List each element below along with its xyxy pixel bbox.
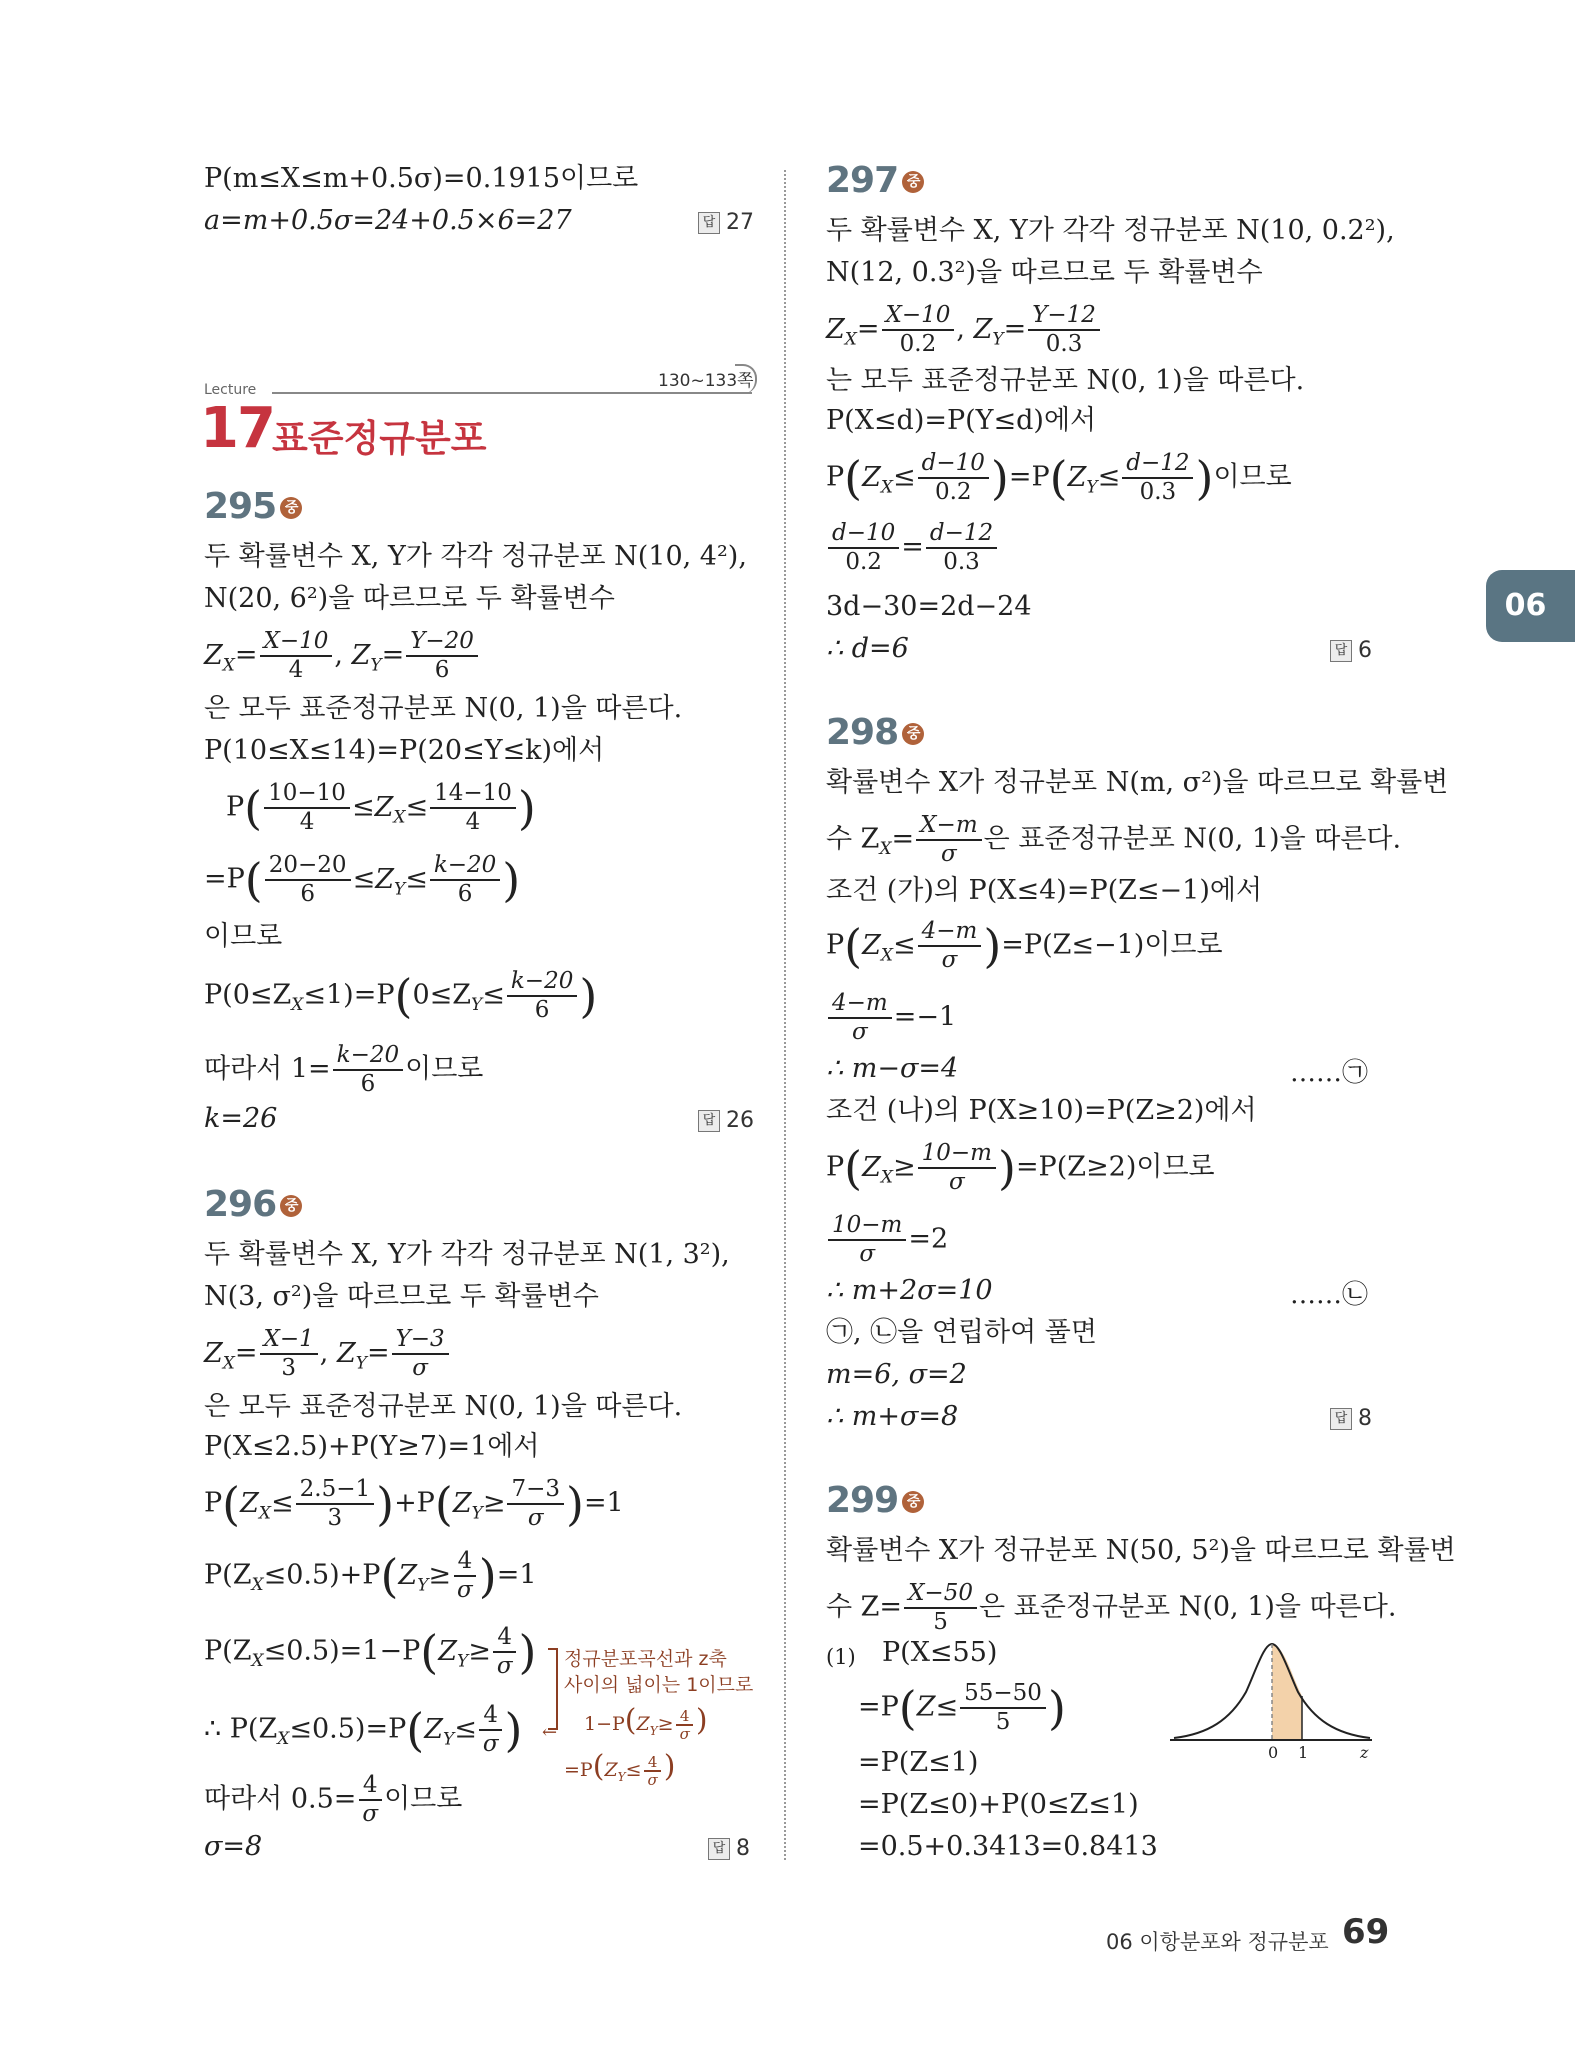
level-icon: 중 (902, 171, 924, 193)
note-arrow: ← (542, 1722, 558, 1743)
note-text-1: 정규분포곡선과 z축 (564, 1648, 727, 1670)
p298-eq-4: $\frac{10-m}{\sigma}$ =2 (826, 1212, 948, 1268)
p295-eq-2: =P( $\frac{20-20}{6}$ $\le Z_Y\le$ $\frac{k-20}{6}$ ) (204, 852, 521, 907)
p295-line-5: P(10≤X≤14)=P(20≤Y≤k)에서 (204, 735, 605, 766)
problem-298-number: 298 중 (826, 712, 924, 753)
p296-result: σ=8 (204, 1831, 263, 1862)
column-divider (784, 170, 786, 1860)
p298-line-11: ㉠, ㉡을 연립하여 풀면 (826, 1317, 1097, 1348)
lecture-number: 17 (200, 396, 274, 461)
footer-title: 06 이항분포와 정규분포 (1106, 1930, 1329, 1954)
note-text-2: 사이의 넓이는 1이므로 (564, 1674, 754, 1696)
p298-eq-1: $P(Z_X\le$ $\frac{4-m}{\sigma}$ )=P(Z≤−1)이므로 (826, 918, 1223, 973)
p295-line-8: 이므로 (204, 921, 283, 952)
p299-line-2: 수 Z= $\frac{X-50}{5}$ 은 표준정규분포 N(0, 1)을 따른다. (826, 1580, 1397, 1635)
p297-result: ∴ d=6 (826, 633, 909, 664)
top-line-2: a=m+0.5σ=24+0.5×6=27 (204, 205, 572, 236)
note-text-4: $=P(Z_Y\le$ $\frac{4}{\sigma}$ ) (564, 1749, 676, 1789)
p295-line-1: 두 확률변수 X, Y가 각각 정규분포 N(10, 4²), (204, 541, 747, 572)
normal-curve-graph (1168, 1630, 1378, 1764)
p298-eq-3: $P(Z_X\ge$ $\frac{10-m}{\sigma}$ )=P(Z≥2)이므로 (826, 1140, 1215, 1195)
axis-label-1: 1 (1298, 1743, 1309, 1762)
page-range: 130~133쪽 (658, 371, 754, 391)
p295-result: k=26 (204, 1103, 278, 1134)
p297-line-5: P(X≤d)=P(Y≤d)에서 (826, 405, 1097, 436)
p297-eq-1: $P(Z_X\le$ $\frac{d-10}{0.2}$ )$=P(Z_Y\le$ $\frac{d-12}{0.3}$ )이므로 (826, 450, 1292, 505)
p298-eq-2: $\frac{4-m}{\sigma}$ =−1 (826, 990, 956, 1046)
p296-line-2: N(3, σ²)을 따르므로 두 확률변수 (204, 1281, 599, 1312)
lecture-title: 표준정규분포 (272, 417, 487, 460)
answer-icon: 답 (1330, 640, 1352, 662)
problem-299-number: 299 중 (826, 1480, 924, 1521)
axis-label-0: 0 (1268, 1743, 1279, 1762)
p297-eq-2: $\frac{d-10}{0.2}$ = $\frac{d-12}{0.3}$ (826, 520, 999, 576)
p295-line-2: N(20, 6²)을 따르므로 두 확률변수 (204, 583, 615, 614)
p296-eq-2: $P(Z_X\le 0.5)+P(Z_Y\ge$ $\frac{4}{\sigma}$ )=1 (204, 1548, 537, 1603)
p298-line-12: m=6, σ=2 (826, 1359, 967, 1390)
axis-label-z: z (1360, 1743, 1369, 1762)
p298-line-1: 확률변수 X가 정규분포 N(m, σ²)을 따르므로 확률변 (826, 767, 1449, 798)
p298-mark-1: ……㉠ (1290, 1058, 1369, 1088)
top-line-1: P(m≤X≤m+0.5σ)=0.1915이므로 (204, 163, 639, 194)
p299-part-label: (1) (826, 1645, 856, 1669)
p297-line-2: N(12, 0.3²)을 따르므로 두 확률변수 (826, 257, 1263, 288)
lecture-rule (272, 392, 752, 394)
p298-line-10: ∴ m+2σ=10 (826, 1275, 993, 1306)
answer-298: 답 8 (1330, 1406, 1372, 1431)
page-number: 69 (1342, 1912, 1390, 1952)
p298-line-7: 조건 (나)의 P(X≥10)=P(Z≥2)에서 (826, 1095, 1257, 1126)
p295-zdef: $Z_X=$ $\frac{X-10}{4}$ , $Z_Y=$ $\frac{Y-20}{6}$ (204, 628, 480, 684)
p296-line-4: 은 모두 표준정규분포 N(0, 1)을 따른다. (204, 1391, 683, 1422)
answer-295: 답 26 (698, 1108, 754, 1133)
answer-icon: 답 (1330, 1408, 1352, 1430)
p295-eq-4: 따라서 1= $\frac{k-20}{6}$ 이므로 (204, 1042, 484, 1097)
answer-top: 답 27 (698, 210, 754, 235)
p296-zdef: $Z_X=$ $\frac{X-1}{3}$ , $Z_Y=$ $\frac{Y-3}{\sigma}$ (204, 1326, 451, 1382)
p295-eq-1: P( $\frac{10-10}{4}$ $\le Z_X\le$ $\frac{14-10}{4}$ ) (226, 780, 536, 835)
p296-eq-3: $P(Z_X\le 0.5)=1-P(Z_Y\ge$ $\frac{4}{\sigma}$ ) (204, 1624, 537, 1679)
p297-line-1: 두 확률변수 X, Y가 각각 정규분포 N(10, 0.2²), (826, 215, 1395, 246)
level-icon: 중 (280, 1195, 302, 1217)
p299-line-3: P(X≤55) (882, 1637, 998, 1668)
p297-line-4: 는 모두 표준정규분포 N(0, 1)을 따른다. (826, 365, 1305, 396)
p298-result: ∴ m+σ=8 (826, 1401, 959, 1432)
p299-line-5: =P(Z≤1) (858, 1747, 979, 1778)
p298-mark-2: ……㉡ (1290, 1280, 1369, 1310)
answer-icon: 답 (708, 1838, 730, 1860)
answer-icon: 답 (698, 212, 720, 234)
p299-line-7: =0.5+0.3413=0.8413 (858, 1831, 1158, 1862)
problem-296-number: 296 중 (204, 1184, 302, 1225)
answer-icon: 답 (698, 1110, 720, 1132)
p299-eq-1: =P(Z≤ $\frac{55-50}{5}$ ) (858, 1680, 1066, 1735)
note-bracket (548, 1648, 558, 1730)
p296-eq-1: $P(Z_X\le$ $\frac{2.5-1}{3}$ )$+P(Z_Y\ge$ $\frac{7-3}{\sigma}$ )=1 (204, 1476, 624, 1531)
p299-line-6: =P(Z≤0)+P(0≤Z≤1) (858, 1789, 1139, 1820)
chapter-tab (1486, 570, 1575, 642)
lecture-label: Lecture (204, 382, 257, 398)
level-icon: 중 (280, 497, 302, 519)
p298-line-6: ∴ m−σ=4 (826, 1053, 959, 1084)
p297-zdef: $Z_X=$ $\frac{X-10}{0.2}$ , $Z_Y=$ $\frac{Y-12}{0.3}$ (826, 302, 1102, 358)
p298-line-3: 조건 (가)의 P(X≤4)=P(Z≤−1)에서 (826, 875, 1263, 906)
p295-line-4: 은 모두 표준정규분포 N(0, 1)을 따른다. (204, 693, 683, 724)
chapter-tab-label: 06 (1504, 588, 1547, 623)
p296-eq-5: 따라서 0.5= $\frac{4}{\sigma}$ 이므로 (204, 1772, 463, 1827)
answer-297: 답 6 (1330, 638, 1372, 663)
p296-eq-4: ∴ $P(Z_X\le 0.5)=P(Z_Y\le$ $\frac{4}{\sigma}$ ) (204, 1702, 523, 1757)
p295-eq-3: $P(0\le Z_X\le 1)=P(0\le Z_Y\le$ $\frac{k-20}{6}$ ) (204, 968, 598, 1023)
note-text-3: $1-P(Z_Y\ge$ $\frac{4}{\sigma}$ ) (584, 1703, 708, 1743)
p297-line-8: 3d−30=2d−24 (826, 591, 1032, 622)
level-icon: 중 (902, 723, 924, 745)
answer-296: 답 8 (708, 1836, 750, 1861)
p296-line-1: 두 확률변수 X, Y가 각각 정규분포 N(1, 3²), (204, 1239, 730, 1270)
p299-line-1: 확률변수 X가 정규분포 N(50, 5²)을 따르므로 확률변 (826, 1535, 1456, 1566)
level-icon: 중 (902, 1491, 924, 1513)
problem-295-number: 295 중 (204, 486, 302, 527)
p298-line-2: 수 $Z_X=$ $\frac{X-m}{\sigma}$ 은 표준정규분포 N(0, 1)을 따른다. (826, 812, 1402, 867)
p296-line-5: P(X≤2.5)+P(Y≥7)=1에서 (204, 1431, 540, 1462)
problem-297-number: 297 중 (826, 160, 924, 201)
